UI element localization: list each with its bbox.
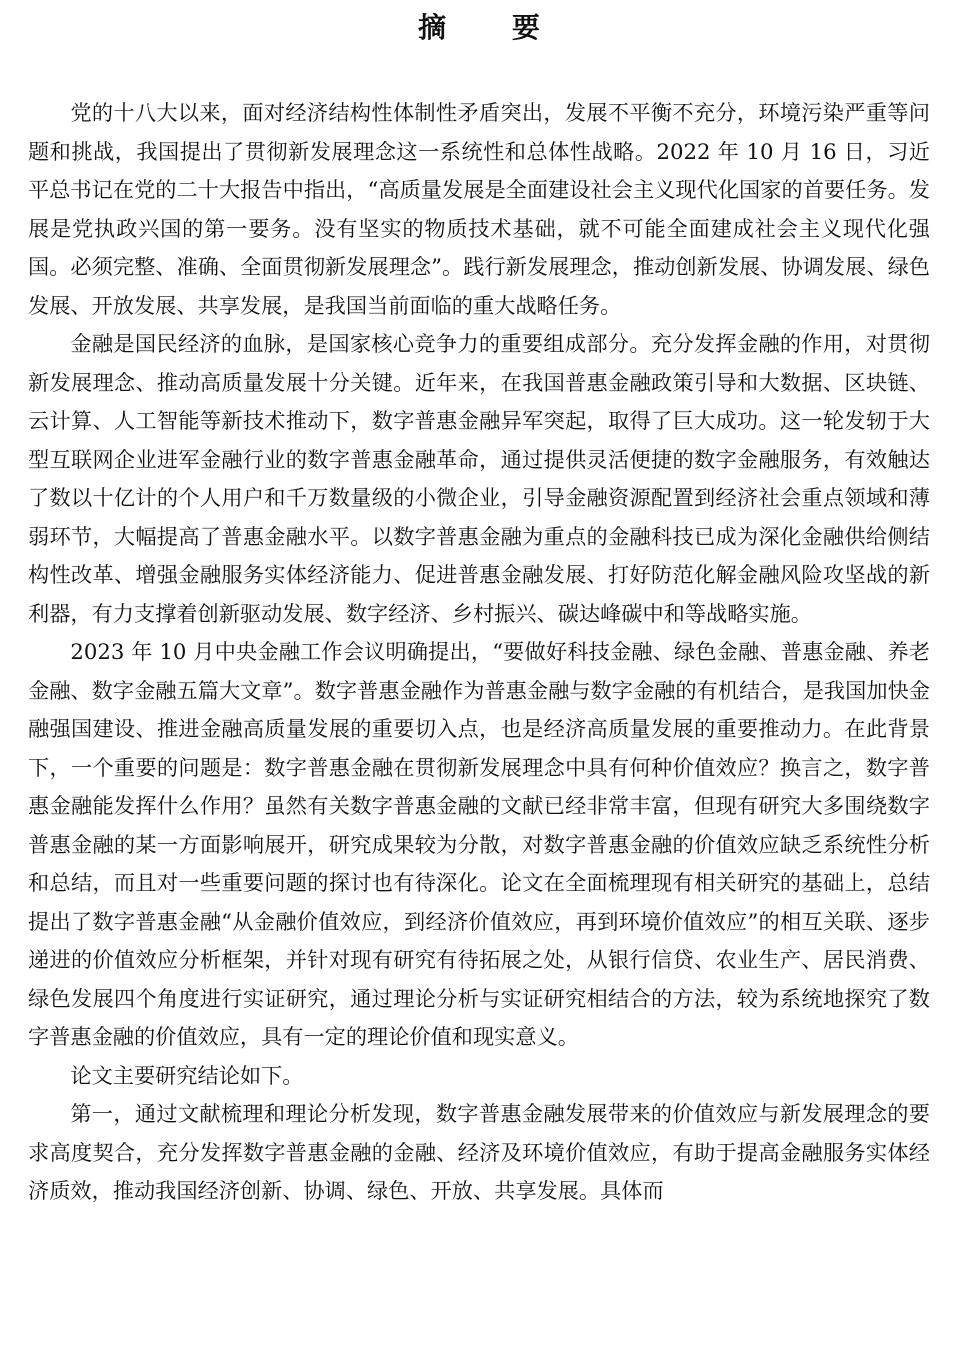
abstract-body [28,94,930,1211]
paragraph-research-framework: 2023 年 10 月中央金融工作会议明确提出，“要做好科技金融、绿色金融、普惠金融、养老金融、数字金融五篇大文章”。数字普惠金融作为普惠金融与数字金融的有机结合，是我国加快金融强国建设、推进金融高质量发展的重要切入点，也是经济高质量发展的重要推动力。在此背景下，一个重要的问题是：数字普惠金融在贯彻新发展理念中具有何种价值效应？换言之，数字普惠金融能发挥什么作用？虽然有关数字普惠金融的文献已经非常丰富，但现有研究大多围绕数字普惠金融的某一方面影响展开，研究成果较为分散，对数字普惠金融的价值效应缺乏系统性分析和总结，而且对一些重要问题的探讨也有待深化。论文在全面梳理现有相关研究的基础上，总结提出了数字普惠金融“从金融价值效应，到经济价值效应，再到环境价值效应”的相互关联、逐步递进的价值效应分析框架，并针对现有研究有待拓展之处，从银行信贷、农业生产、居民消费、绿色发展四个角度进行实证研究，通过理论分析与实证研究相结合的方法，较为系统地探究了数字普惠金融的价值效应，具有一定的理论价值和现实意义。 [28,639,930,1049]
document-page [28,0,930,1211]
paragraph-conclusions-intro: 论文主要研究结论如下。 [70,1062,304,1088]
paragraph-first-conclusion: 第一，通过文献梳理和理论分析发现，数字普惠金融发展带来的价值效应与新发展理念的要求高度契合，充分发挥数字普惠金融的金融、经济及环境价值效应，有助于提高金融服务实体经济质效，推动我国经济创新、协调、绿色、开放、共享发展。具体而 [28,1101,930,1203]
paragraph-background: 党的十八大以来，面对经济结构性体制性矛盾突出，发展不平衡不充分，环境污染严重等问题和挑战，我国提出了贯彻新发展理念这一系统性和总体性战略。2022 年 10 月 16 日，习近平总书记在党的二十大报告中指出，“高质量发展是全面建设社会主义现代化国家的首要任务。发展是党执政兴国的第一要务。没有坚实的物质技术基础，就不可能全面建成社会主义现代化强国。必须完整、准确、全面贯彻新发展理念”。践行新发展理念，推动创新发展、协调发展、绿色发展、开放发展、共享发展，是我国当前面临的重大战略任务。 [28,100,930,318]
paragraph-digital-finance: 金融是国民经济的血脉，是国家核心竞争力的重要组成部分。充分发挥金融的作用，对贯彻新发展理念、推动高质量发展十分关键。近年来，在我国普惠金融政策引导和大数据、区块链、云计算、人工智能等新技术推动下，数字普惠金融异军突起，取得了巨大成功。这一轮发轫于大型互联网企业进军金融行业的数字普惠金融革命，通过提供灵活便捷的数字金融服务，有效触达了数以十亿计的个人用户和千万数量级的小微企业，引导金融资源配置到经济社会重点领域和薄弱环节，大幅提高了普惠金融水平。以数字普惠金融为重点的金融科技已成为深化金融供给侧结构性改革、增强金融服务实体经济能力、促进普惠金融发展、打好防范化解金融风险攻坚战的新利器，有力支撑着创新驱动发展、数字经济、乡村振兴、碳达峰碳中和等战略实施。 [28,331,930,626]
abstract-title: 摘 要 [418,11,568,44]
